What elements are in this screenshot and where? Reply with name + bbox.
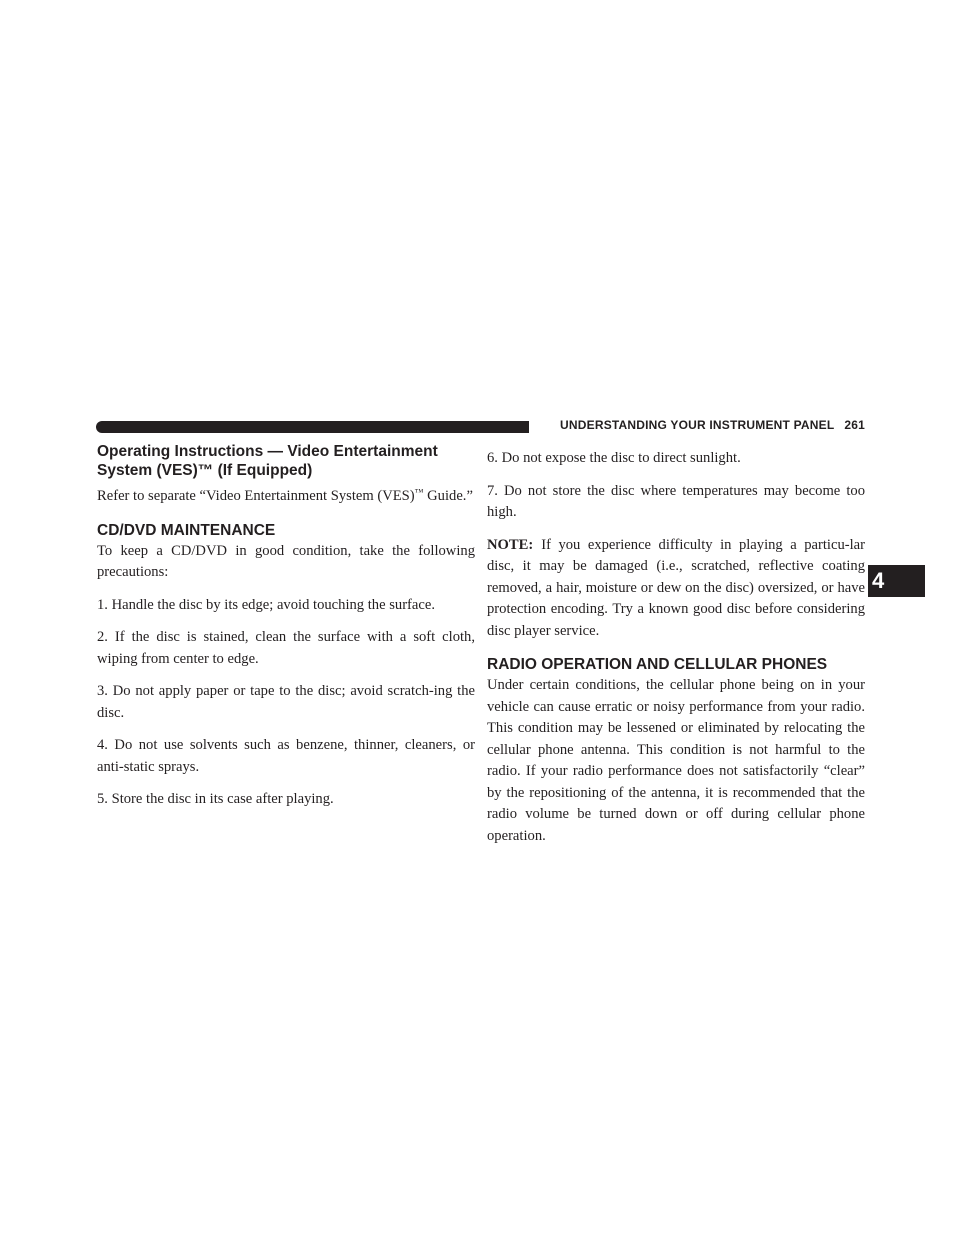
- list-item: 5. Store the disc in its case after playing.: [97, 791, 334, 807]
- ves-text-end: Guide.”: [423, 488, 473, 504]
- trademark-mark: ™: [414, 487, 424, 497]
- list-item: 7. Do not store the disc where temperatures may become too high.: [487, 482, 865, 520]
- ves-paragraph: [97, 482, 475, 508]
- right-column: [487, 448, 865, 847]
- ves-heading: [97, 442, 475, 480]
- chapter-tab: 4: [868, 565, 925, 597]
- note-paragraph: [487, 535, 865, 643]
- ves-text: Refer to separate “Video Entertainment System (VES): [97, 488, 415, 504]
- list-item: 3. Do not apply paper or tape to the disc; avoid scratch-ing the disc.: [97, 683, 475, 721]
- page-number: 261: [844, 418, 865, 432]
- radio-heading: RADIO OPERATION AND CELLULAR PHONES: [487, 656, 828, 673]
- running-header: [540, 418, 865, 432]
- cd-intro: To keep a CD/DVD in good condition, take the following precautions:: [97, 542, 475, 580]
- list-item: 4. Do not use solvents such as benzene, thinner, cleaners, or anti-static sprays.: [97, 737, 475, 775]
- list-item: 6. Do not expose the disc to direct sunlight.: [487, 450, 741, 466]
- section-title: UNDERSTANDING YOUR INSTRUMENT PANEL: [560, 418, 835, 432]
- note-text: If you experience difficulty in playing a particu-lar disc, it may be damaged (i.e., scratched, reflective coating removed, a hair, moisture or dew on the disc) oversized, or have protection encoding. Try a known good disc before considering disc player service.: [487, 536, 865, 639]
- list-item: 2. If the disc is stained, clean the surface with a soft cloth, wiping from center to edge.: [97, 629, 475, 667]
- ves-heading-line1: Operating Instructions — Video Entertainment: [97, 443, 438, 460]
- ves-heading-line2: System (VES)™ (If Equipped): [97, 462, 313, 479]
- left-column: [97, 442, 475, 811]
- header-rule: [96, 421, 529, 433]
- list-item: 1. Handle the disc by its edge; avoid touching the surface.: [97, 596, 435, 613]
- cd-dvd-heading: CD/DVD MAINTENANCE: [97, 521, 276, 539]
- radio-paragraph: Under certain conditions, the cellular phone being on in your vehicle can cause erratic or noisy performance from your radio. This condition may be lessened or eliminated by relocating the cellular phone antenna. This condition is not harmful to the radio. If your radio performance does not satisfactorily “clear” by the repositioning of the antenna, it is recommended that the radio volume be turned down or off during cellular phone operation.: [487, 677, 865, 844]
- note-label: NOTE:: [487, 536, 534, 553]
